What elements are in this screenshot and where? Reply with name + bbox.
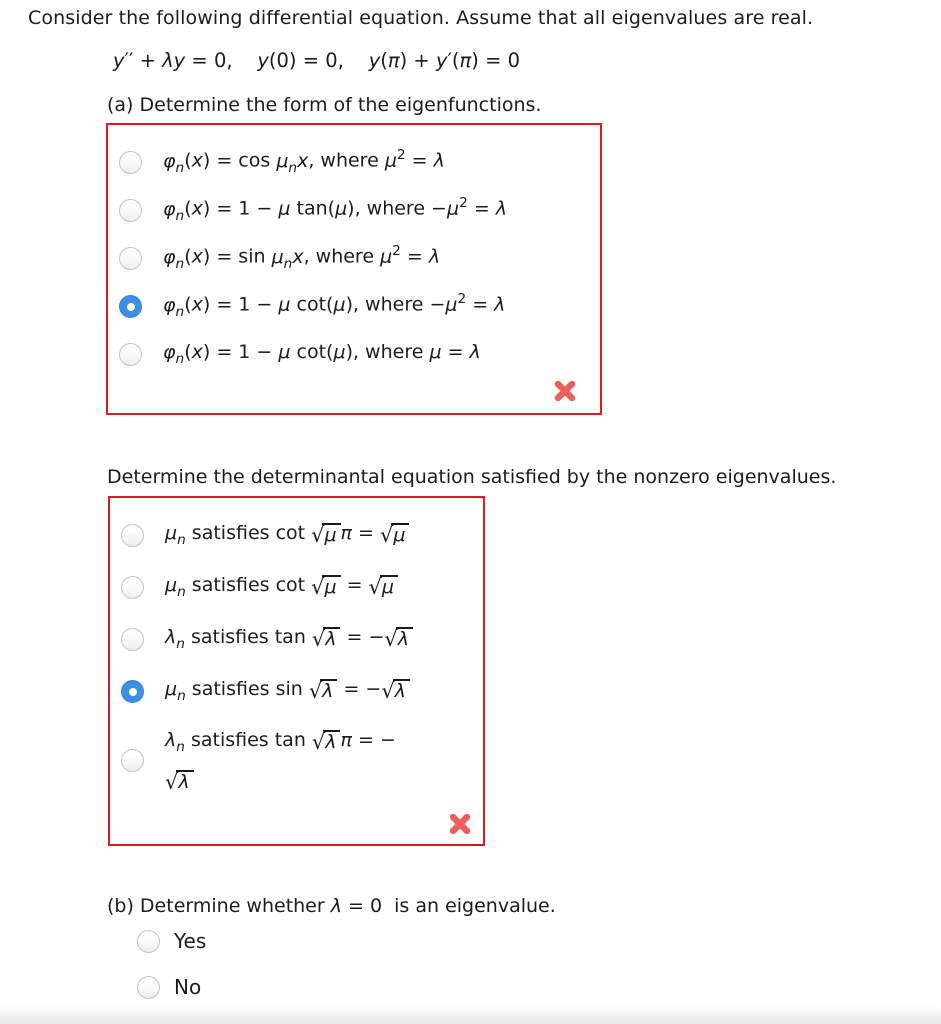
radio-button[interactable] xyxy=(121,524,144,547)
option-row[interactable] xyxy=(108,138,600,186)
option-label[interactable]: No xyxy=(174,975,202,999)
option-label[interactable]: $\varphi_n(x) = 1 - \mu$ cot(μ), where μ = λ xyxy=(163,341,481,367)
differential-equation: y′′ + λy = 0, y(0) = 0, y(π) + y′(π) = 0 xyxy=(113,49,521,72)
question-intro: Consider the following differential equation. Assume that all eigenvalues are real. xyxy=(28,7,814,29)
determinantal-prompt: Determine the determinantal equation satisfied by the nonzero eigenvalues. xyxy=(107,466,837,488)
radio-button[interactable] xyxy=(119,247,142,270)
part-a-prompt: (a) Determine the form of the eigenfunctions. xyxy=(107,94,542,116)
radio-button[interactable] xyxy=(119,199,142,222)
option-row[interactable] xyxy=(110,613,483,665)
option-label[interactable]: $\varphi_n(x) = \cos \mu_nx$, where $\mu^2 = \lambda$ xyxy=(163,147,445,176)
option-row[interactable] xyxy=(108,330,600,378)
option-label[interactable]: Yes xyxy=(174,929,207,953)
part-a-choice-box xyxy=(106,123,602,415)
option-row[interactable] xyxy=(110,717,483,803)
option-row-yes[interactable] xyxy=(137,929,206,953)
option-label[interactable]: $\lambda_n$ satisfies tan √ λ π = − √ λ xyxy=(165,728,396,795)
radio-button[interactable] xyxy=(119,151,142,174)
radio-button[interactable] xyxy=(121,628,144,651)
radio-button[interactable] xyxy=(137,930,160,953)
option-row-no[interactable] xyxy=(137,975,201,999)
part-b-prompt: (b) Determine whether λ = 0 is an eigenvalue. xyxy=(107,895,556,917)
incorrect-x-icon xyxy=(552,378,578,404)
option-label[interactable]: $\mu_n$ satisfies cot √ μ = √ μ xyxy=(165,571,398,603)
radio-button[interactable] xyxy=(121,680,144,703)
option-label[interactable]: $\varphi_n(x) = 1 - \mu$ cot(μ), where $-\mu^2 = \lambda$ xyxy=(163,291,506,320)
incorrect-x-icon xyxy=(447,811,473,837)
option-label[interactable]: $\lambda_n$ satisfies tan √ λ = − √ λ xyxy=(165,623,413,655)
radio-button[interactable] xyxy=(119,295,142,318)
determinantal-choice-box xyxy=(108,496,485,846)
option-row[interactable] xyxy=(110,665,483,717)
option-label[interactable]: $\varphi_n(x) = \sin \mu_nx$, where $\mu^2 = \lambda$ xyxy=(163,243,441,272)
option-row[interactable] xyxy=(108,282,600,330)
option-row[interactable] xyxy=(110,509,483,561)
option-row[interactable] xyxy=(108,234,600,282)
radio-button[interactable] xyxy=(119,343,142,366)
radio-button[interactable] xyxy=(121,749,144,772)
option-label[interactable]: $\varphi_n(x) = 1 - \mu$ tan(μ), where $-\mu^2 = \lambda$ xyxy=(163,195,508,224)
radio-button[interactable] xyxy=(137,976,160,999)
option-label[interactable]: $\mu_n$ satisfies sin √ λ = − √ λ xyxy=(165,675,410,707)
option-label[interactable]: $\mu_n$ satisfies cot √ μ π = √ μ xyxy=(165,519,409,551)
option-row[interactable] xyxy=(108,186,600,234)
radio-button[interactable] xyxy=(121,576,144,599)
option-row[interactable] xyxy=(110,561,483,613)
page-bottom-fade xyxy=(0,1006,941,1024)
